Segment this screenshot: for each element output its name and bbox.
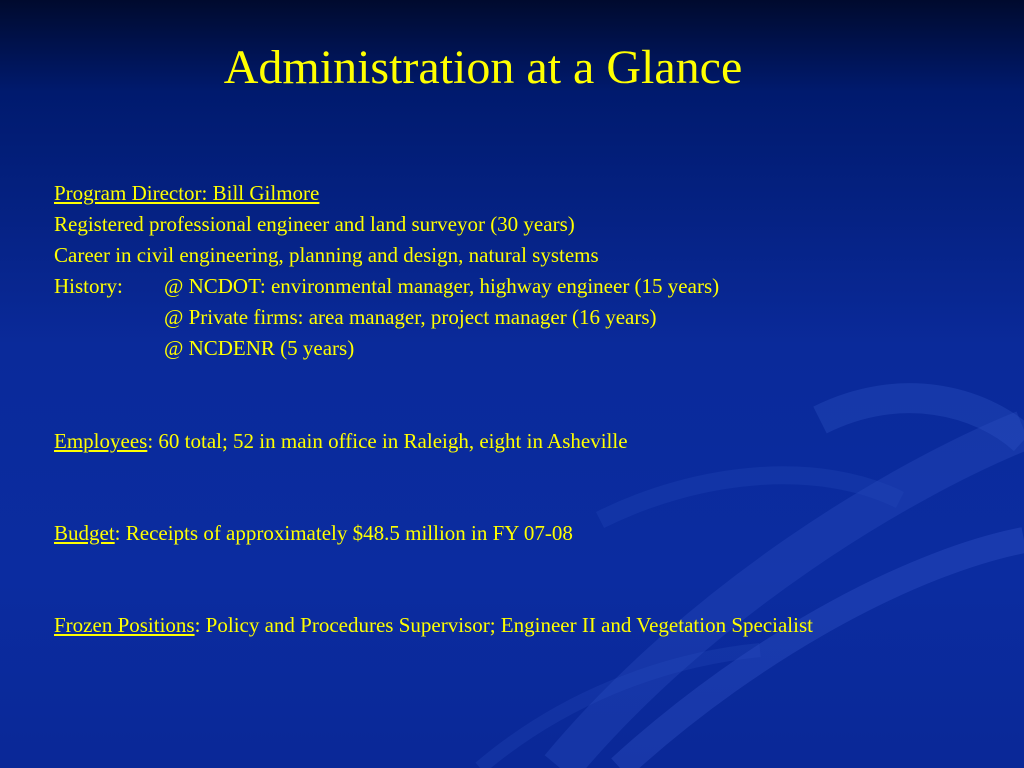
frozen-section — [54, 610, 894, 641]
history-label: History: — [54, 274, 123, 298]
budget-text: : Receipts of approximately $48.5 million in FY 07-08 — [114, 521, 573, 545]
frozen-text: : Policy and Procedures Supervisor; Engineer II and Vegetation Specialist — [194, 613, 813, 637]
director-section — [54, 178, 954, 364]
employees-text: : 60 total; 52 in main office in Raleigh, eight in Asheville — [147, 429, 628, 453]
history-row-1 — [54, 271, 954, 302]
budget-label: Budget — [54, 521, 115, 545]
history-item-3: @ NCDENR (5 years) — [164, 336, 355, 360]
page-title: Administration at a Glance — [223, 41, 743, 94]
director-line-1: Registered professional engineer and land surveyor (30 years) — [54, 212, 575, 236]
history-item-1: @ NCDOT: environmental manager, highway engineer (15 years) — [164, 274, 720, 298]
director-heading: Program Director: Bill Gilmore — [54, 181, 320, 205]
employees-section — [54, 426, 954, 457]
employees-label: Employees — [54, 429, 148, 453]
director-line-2: Career in civil engineering, planning and design, natural systems — [54, 243, 599, 267]
history-item-2: @ Private firms: area manager, project manager (16 years) — [164, 305, 657, 329]
frozen-label: Frozen Positions — [54, 613, 195, 637]
budget-section — [54, 518, 954, 549]
